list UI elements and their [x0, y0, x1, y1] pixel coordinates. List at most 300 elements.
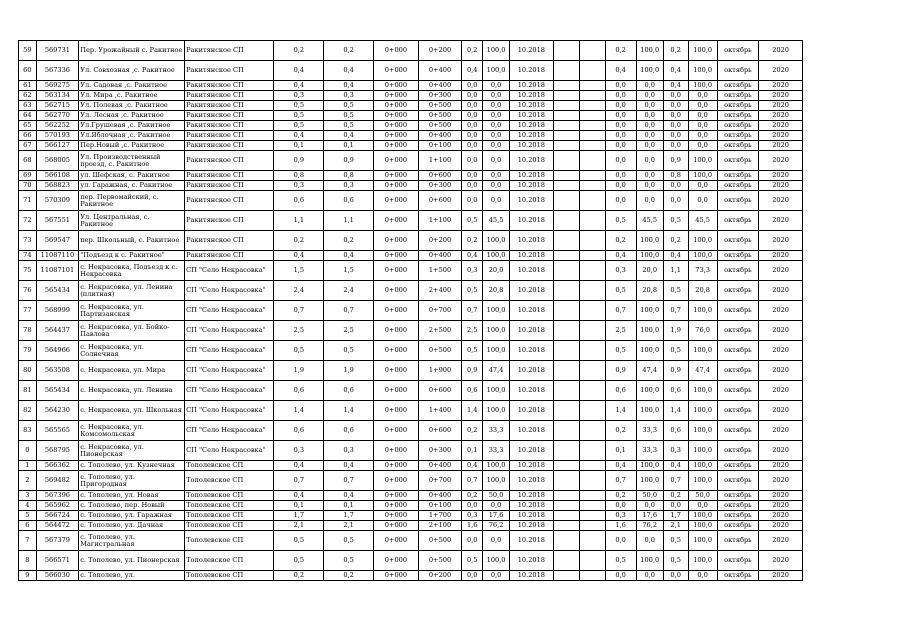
road-code-cell: 564966: [36, 341, 79, 361]
length-cell: 1,7: [274, 511, 324, 521]
plan-percent-cell: 100,0: [688, 511, 717, 521]
plan-length-cell: 0,4: [663, 61, 688, 81]
month-cell: октябрь: [717, 181, 759, 191]
check-date-cell: 10.2018: [510, 341, 554, 361]
end-km-cell: 0+200: [418, 231, 462, 251]
normative-percent-cell: 20,0: [636, 261, 663, 281]
plan-percent-cell: 0,0: [688, 121, 717, 131]
empty-cell: [553, 281, 579, 301]
year-cell: 2020: [759, 511, 803, 521]
normative-length-cell: 0,0: [605, 141, 636, 151]
check-date-cell: 10.2018: [510, 281, 554, 301]
plan-percent-cell: 20,8: [688, 281, 717, 301]
start-km-cell: 0+000: [374, 551, 419, 571]
settlement-cell: СП "Село Некрасовка": [185, 301, 274, 321]
plan-length-cell: 0,7: [663, 471, 688, 491]
year-cell: 2020: [759, 61, 803, 81]
length-total-cell: 0,7: [324, 471, 374, 491]
normative-length-cell: 0,0: [605, 571, 636, 581]
normative-length-cell: 0,4: [605, 461, 636, 471]
plan-percent-cell: 0,0: [688, 131, 717, 141]
end-km-cell: 0+300: [418, 441, 462, 461]
normative-percent-cell: 100,0: [636, 381, 663, 401]
plan-percent-cell: 50,0: [688, 491, 717, 501]
end-km-cell: 1+900: [418, 361, 462, 381]
check-date-cell: 10.2018: [510, 61, 554, 81]
year-cell: 2020: [759, 441, 803, 461]
month-cell: октябрь: [717, 101, 759, 111]
road-name-cell: "Подъезд к с. Ракитное": [79, 251, 185, 261]
road-code-cell: 569482: [36, 471, 79, 491]
end-km-cell: 1+500: [418, 261, 462, 281]
start-km-cell: 0+000: [374, 571, 419, 581]
checked-percent-cell: 100,0: [483, 251, 510, 261]
table-row: [19, 141, 803, 151]
year-cell: 2020: [759, 101, 803, 111]
end-km-cell: 2+100: [418, 521, 462, 531]
year-cell: 2020: [759, 211, 803, 231]
length-cell: 0,5: [274, 341, 324, 361]
road-name-cell: с. Некрасовка, ул. Школьная: [79, 401, 185, 421]
checked-length-cell: 0,4: [462, 461, 483, 471]
checked-length-cell: 0,3: [462, 511, 483, 521]
table-row: [19, 531, 803, 551]
table-row: [19, 511, 803, 521]
table-row: [19, 421, 803, 441]
checked-percent-cell: 0,0: [483, 131, 510, 141]
empty-cell: [553, 231, 579, 251]
road-name-cell: Ул. Мира ,с. Ракитное: [79, 91, 185, 101]
road-name-cell: ул. Гаражная, с. Ракитное: [79, 181, 185, 191]
end-km-cell: 0+400: [418, 81, 462, 91]
empty-cell: [553, 261, 579, 281]
year-cell: 2020: [759, 501, 803, 511]
end-km-cell: 0+600: [418, 171, 462, 181]
end-km-cell: 0+400: [418, 491, 462, 501]
plan-length-cell: 0,7: [663, 301, 688, 321]
empty-cell: [579, 251, 605, 261]
road-name-cell: с. Тополево, ул. Пригородная: [79, 471, 185, 491]
start-km-cell: 0+000: [374, 491, 419, 501]
end-km-cell: 1+100: [418, 211, 462, 231]
table-row: [19, 281, 803, 301]
checked-percent-cell: 0,0: [483, 181, 510, 191]
year-cell: 2020: [759, 381, 803, 401]
road-name-cell: с. Тополево, ул. Новая: [79, 491, 185, 501]
checked-length-cell: 2,5: [462, 321, 483, 341]
empty-cell: [579, 81, 605, 91]
checked-percent-cell: 100,0: [483, 61, 510, 81]
check-date-cell: 10.2018: [510, 121, 554, 131]
plan-length-cell: 0,5: [663, 211, 688, 231]
checked-percent-cell: 0,0: [483, 91, 510, 101]
empty-cell: [553, 81, 579, 91]
normative-length-cell: 1,6: [605, 521, 636, 531]
empty-cell: [553, 501, 579, 511]
start-km-cell: 0+000: [374, 521, 419, 531]
normative-percent-cell: 17,6: [636, 511, 663, 521]
length-cell: 0,5: [274, 111, 324, 121]
row-number-cell: 62: [19, 91, 37, 101]
normative-percent-cell: 100,0: [636, 461, 663, 471]
settlement-cell: СП "Село Некрасовка": [185, 381, 274, 401]
empty-cell: [553, 171, 579, 181]
table-row: [19, 251, 803, 261]
empty-cell: [553, 521, 579, 531]
checked-length-cell: 0,0: [462, 181, 483, 191]
length-cell: 0,6: [274, 421, 324, 441]
table-row: [19, 61, 803, 81]
row-number-cell: 82: [19, 401, 37, 421]
road-name-cell: Пер.Новый ,с. Ракитное: [79, 141, 185, 151]
month-cell: октябрь: [717, 471, 759, 491]
start-km-cell: 0+000: [374, 101, 419, 111]
settlement-cell: Ракитянское СП: [185, 61, 274, 81]
plan-percent-cell: 100,0: [688, 441, 717, 461]
start-km-cell: 0+000: [374, 321, 419, 341]
normative-percent-cell: 0,0: [636, 91, 663, 101]
plan-length-cell: 1,4: [663, 401, 688, 421]
plan-percent-cell: 73,3: [688, 261, 717, 281]
road-code-cell: 568005: [36, 151, 79, 171]
check-date-cell: 10.2018: [510, 81, 554, 91]
month-cell: октябрь: [717, 491, 759, 501]
row-number-cell: 68: [19, 151, 37, 171]
month-cell: октябрь: [717, 231, 759, 251]
end-km-cell: 0+600: [418, 191, 462, 211]
normative-length-cell: 0,4: [605, 61, 636, 81]
row-number-cell: 64: [19, 111, 37, 121]
empty-cell: [579, 211, 605, 231]
table-row: [19, 171, 803, 181]
length-total-cell: 1,1: [324, 211, 374, 231]
empty-cell: [579, 551, 605, 571]
settlement-cell: СП "Село Некрасовка": [185, 261, 274, 281]
plan-percent-cell: 100,0: [688, 231, 717, 251]
normative-percent-cell: 100,0: [636, 41, 663, 61]
checked-length-cell: 0,5: [462, 281, 483, 301]
normative-length-cell: 0,0: [605, 501, 636, 511]
length-total-cell: 0,4: [324, 461, 374, 471]
normative-length-cell: 0,5: [605, 281, 636, 301]
table-row: [19, 231, 803, 251]
road-name-cell: с. Тополево, ул. Магистральная: [79, 531, 185, 551]
normative-length-cell: 0,1: [605, 441, 636, 461]
normative-length-cell: 0,4: [605, 251, 636, 261]
month-cell: октябрь: [717, 381, 759, 401]
road-name-cell: Ул. Совхозная ,с. Ракитное: [79, 61, 185, 81]
plan-length-cell: 0,2: [663, 41, 688, 61]
plan-length-cell: 0,0: [663, 141, 688, 151]
check-date-cell: 10.2018: [510, 461, 554, 471]
normative-length-cell: 0,3: [605, 511, 636, 521]
road-name-cell: с. Некрасовка, ул. Мира: [79, 361, 185, 381]
start-km-cell: 0+000: [374, 381, 419, 401]
empty-cell: [553, 111, 579, 121]
month-cell: октябрь: [717, 301, 759, 321]
plan-length-cell: 2,1: [663, 521, 688, 531]
start-km-cell: 0+000: [374, 111, 419, 121]
length-total-cell: 0,5: [324, 531, 374, 551]
length-total-cell: 0,6: [324, 191, 374, 211]
road-name-cell: ул. Шефская, с. Ракитное: [79, 171, 185, 181]
length-total-cell: 0,1: [324, 501, 374, 511]
checked-length-cell: 0,0: [462, 501, 483, 511]
normative-percent-cell: 76,2: [636, 521, 663, 531]
plan-percent-cell: 0,0: [688, 191, 717, 211]
check-date-cell: 10.2018: [510, 151, 554, 171]
empty-cell: [579, 381, 605, 401]
road-name-cell: пер. Первомайский, с. Ракитное: [79, 191, 185, 211]
checked-length-cell: 0,0: [462, 151, 483, 171]
plan-length-cell: 0,6: [663, 421, 688, 441]
start-km-cell: 0+000: [374, 91, 419, 101]
year-cell: 2020: [759, 261, 803, 281]
empty-cell: [579, 501, 605, 511]
row-number-cell: 77: [19, 301, 37, 321]
plan-length-cell: 0,9: [663, 151, 688, 171]
start-km-cell: 0+000: [374, 441, 419, 461]
month-cell: октябрь: [717, 361, 759, 381]
road-name-cell: с. Некрасовка, ул. Партизанская: [79, 301, 185, 321]
end-km-cell: 0+100: [418, 141, 462, 151]
normative-length-cell: 0,0: [605, 81, 636, 91]
end-km-cell: 0+300: [418, 181, 462, 191]
checked-percent-cell: 0,0: [483, 571, 510, 581]
normative-percent-cell: 20,8: [636, 281, 663, 301]
check-date-cell: 10.2018: [510, 531, 554, 551]
table-row: [19, 211, 803, 231]
plan-percent-cell: 100,0: [688, 61, 717, 81]
empty-cell: [579, 141, 605, 151]
month-cell: октябрь: [717, 41, 759, 61]
row-number-cell: 2: [19, 471, 37, 491]
start-km-cell: 0+000: [374, 131, 419, 141]
plan-percent-cell: 0,0: [688, 501, 717, 511]
settlement-cell: Ракитянское СП: [185, 81, 274, 91]
road-name-cell: с. Некрасовка, ул. Бойко-Павлова: [79, 321, 185, 341]
normative-length-cell: 0,0: [605, 191, 636, 211]
length-cell: 0,4: [274, 251, 324, 261]
check-date-cell: 10.2018: [510, 401, 554, 421]
check-date-cell: 10.2018: [510, 211, 554, 231]
checked-percent-cell: 100,0: [483, 381, 510, 401]
checked-length-cell: 1,4: [462, 401, 483, 421]
check-date-cell: 10.2018: [510, 171, 554, 181]
checked-length-cell: 0,3: [462, 261, 483, 281]
length-cell: 0,1: [274, 141, 324, 151]
road-code-cell: 567379: [36, 531, 79, 551]
length-total-cell: 0,5: [324, 111, 374, 121]
length-total-cell: 0,9: [324, 151, 374, 171]
normative-percent-cell: 33,3: [636, 421, 663, 441]
settlement-cell: СП "Село Некрасовка": [185, 341, 274, 361]
length-cell: 0,6: [274, 191, 324, 211]
year-cell: 2020: [759, 91, 803, 101]
check-date-cell: 10.2018: [510, 251, 554, 261]
checked-percent-cell: 0,0: [483, 81, 510, 91]
length-total-cell: 0,2: [324, 41, 374, 61]
length-total-cell: 0,7: [324, 301, 374, 321]
length-cell: 0,1: [274, 501, 324, 511]
road-code-cell: 11087101: [36, 261, 79, 281]
month-cell: октябрь: [717, 141, 759, 151]
length-total-cell: 1,5: [324, 261, 374, 281]
length-cell: 0,4: [274, 81, 324, 91]
length-cell: 0,5: [274, 121, 324, 131]
normative-length-cell: 0,7: [605, 471, 636, 491]
plan-percent-cell: 100,0: [688, 301, 717, 321]
length-cell: 0,2: [274, 41, 324, 61]
plan-percent-cell: 0,0: [688, 571, 717, 581]
road-name-cell: с. Тополево, ул.: [79, 571, 185, 581]
empty-cell: [579, 471, 605, 491]
length-cell: 0,5: [274, 101, 324, 111]
empty-cell: [579, 361, 605, 381]
length-cell: 0,6: [274, 381, 324, 401]
normative-length-cell: 0,7: [605, 301, 636, 321]
normative-percent-cell: 100,0: [636, 401, 663, 421]
end-km-cell: 0+600: [418, 421, 462, 441]
normative-percent-cell: 0,0: [636, 101, 663, 111]
length-total-cell: 0,2: [324, 571, 374, 581]
year-cell: 2020: [759, 341, 803, 361]
length-total-cell: 2,5: [324, 321, 374, 341]
road-code-cell: 566362: [36, 461, 79, 471]
plan-length-cell: 0,0: [663, 181, 688, 191]
end-km-cell: 0+500: [418, 121, 462, 131]
row-number-cell: 7: [19, 531, 37, 551]
normative-length-cell: 0,5: [605, 341, 636, 361]
normative-percent-cell: 45,5: [636, 211, 663, 231]
road-name-cell: с. Тополево, пер. Новый: [79, 501, 185, 511]
table-row: [19, 551, 803, 571]
checked-percent-cell: 0,0: [483, 121, 510, 131]
empty-cell: [579, 341, 605, 361]
length-total-cell: 0,5: [324, 551, 374, 571]
checked-percent-cell: 33,3: [483, 421, 510, 441]
row-number-cell: 75: [19, 261, 37, 281]
month-cell: октябрь: [717, 441, 759, 461]
road-name-cell: с. Некрасовка, ул. Пионерская: [79, 441, 185, 461]
normative-percent-cell: 100,0: [636, 471, 663, 491]
checked-length-cell: 0,4: [462, 251, 483, 261]
road-code-cell: 564437: [36, 321, 79, 341]
plan-length-cell: 0,5: [663, 281, 688, 301]
empty-cell: [553, 321, 579, 341]
month-cell: октябрь: [717, 321, 759, 341]
empty-cell: [579, 441, 605, 461]
checked-percent-cell: 0,0: [483, 191, 510, 211]
plan-percent-cell: 47,4: [688, 361, 717, 381]
empty-cell: [553, 511, 579, 521]
empty-cell: [553, 361, 579, 381]
table-row: [19, 301, 803, 321]
start-km-cell: 0+000: [374, 41, 419, 61]
row-number-cell: 60: [19, 61, 37, 81]
length-total-cell: 2,4: [324, 281, 374, 301]
year-cell: 2020: [759, 131, 803, 141]
plan-percent-cell: 100,0: [688, 171, 717, 181]
end-km-cell: 1+400: [418, 401, 462, 421]
normative-percent-cell: 0,0: [636, 131, 663, 141]
settlement-cell: СП "Село Некрасовка": [185, 281, 274, 301]
table-row: [19, 121, 803, 131]
row-number-cell: 8: [19, 551, 37, 571]
checked-length-cell: 0,1: [462, 441, 483, 461]
year-cell: 2020: [759, 81, 803, 91]
check-date-cell: 10.2018: [510, 191, 554, 211]
month-cell: октябрь: [717, 171, 759, 181]
road-code-cell: 562770: [36, 111, 79, 121]
month-cell: октябрь: [717, 501, 759, 511]
normative-length-cell: 0,0: [605, 181, 636, 191]
end-km-cell: 0+600: [418, 381, 462, 401]
settlement-cell: Ракитянское СП: [185, 131, 274, 141]
empty-cell: [579, 131, 605, 141]
check-date-cell: 10.2018: [510, 261, 554, 281]
plan-length-cell: 0,0: [663, 571, 688, 581]
year-cell: 2020: [759, 361, 803, 381]
empty-cell: [579, 171, 605, 181]
plan-percent-cell: 76,0: [688, 321, 717, 341]
empty-cell: [579, 61, 605, 81]
start-km-cell: 0+000: [374, 421, 419, 441]
plan-length-cell: 0,0: [663, 91, 688, 101]
length-cell: 1,5: [274, 261, 324, 281]
normative-length-cell: 0,0: [605, 171, 636, 181]
length-total-cell: 0,4: [324, 251, 374, 261]
road-code-cell: 565565: [36, 421, 79, 441]
empty-cell: [553, 181, 579, 191]
settlement-cell: Ракитянское СП: [185, 251, 274, 261]
empty-cell: [579, 121, 605, 131]
plan-length-cell: 1,9: [663, 321, 688, 341]
year-cell: 2020: [759, 421, 803, 441]
settlement-cell: Тополевское СП: [185, 571, 274, 581]
empty-cell: [553, 461, 579, 471]
checked-length-cell: 0,0: [462, 101, 483, 111]
row-number-cell: 69: [19, 171, 37, 181]
empty-cell: [553, 401, 579, 421]
road-name-cell: с. Некрасовка, ул. Комсомольская: [79, 421, 185, 441]
start-km-cell: 0+000: [374, 231, 419, 251]
road-name-cell: Ул. Производственный проезд, с. Ракитное: [79, 151, 185, 171]
road-name-cell: Ул.Грушевая ,с. Ракитное: [79, 121, 185, 131]
row-number-cell: 6: [19, 521, 37, 531]
empty-cell: [579, 41, 605, 61]
start-km-cell: 0+000: [374, 181, 419, 191]
checked-percent-cell: 76,2: [483, 521, 510, 531]
start-km-cell: 0+000: [374, 121, 419, 131]
checked-length-cell: 0,5: [462, 341, 483, 361]
empty-cell: [579, 521, 605, 531]
road-code-cell: 563508: [36, 361, 79, 381]
road-name-cell: с. Тополево, ул. Гаражная: [79, 511, 185, 521]
end-km-cell: 1+700: [418, 511, 462, 521]
length-total-cell: 0,2: [324, 231, 374, 251]
end-km-cell: 0+500: [418, 111, 462, 121]
settlement-cell: Ракитянское СП: [185, 231, 274, 251]
settlement-cell: Тополевское СП: [185, 501, 274, 511]
settlement-cell: Ракитянское СП: [185, 181, 274, 191]
road-code-cell: 569547: [36, 231, 79, 251]
empty-cell: [579, 281, 605, 301]
road-code-cell: 569275: [36, 81, 79, 91]
normative-percent-cell: 100,0: [636, 551, 663, 571]
check-date-cell: 10.2018: [510, 551, 554, 571]
empty-cell: [579, 261, 605, 281]
